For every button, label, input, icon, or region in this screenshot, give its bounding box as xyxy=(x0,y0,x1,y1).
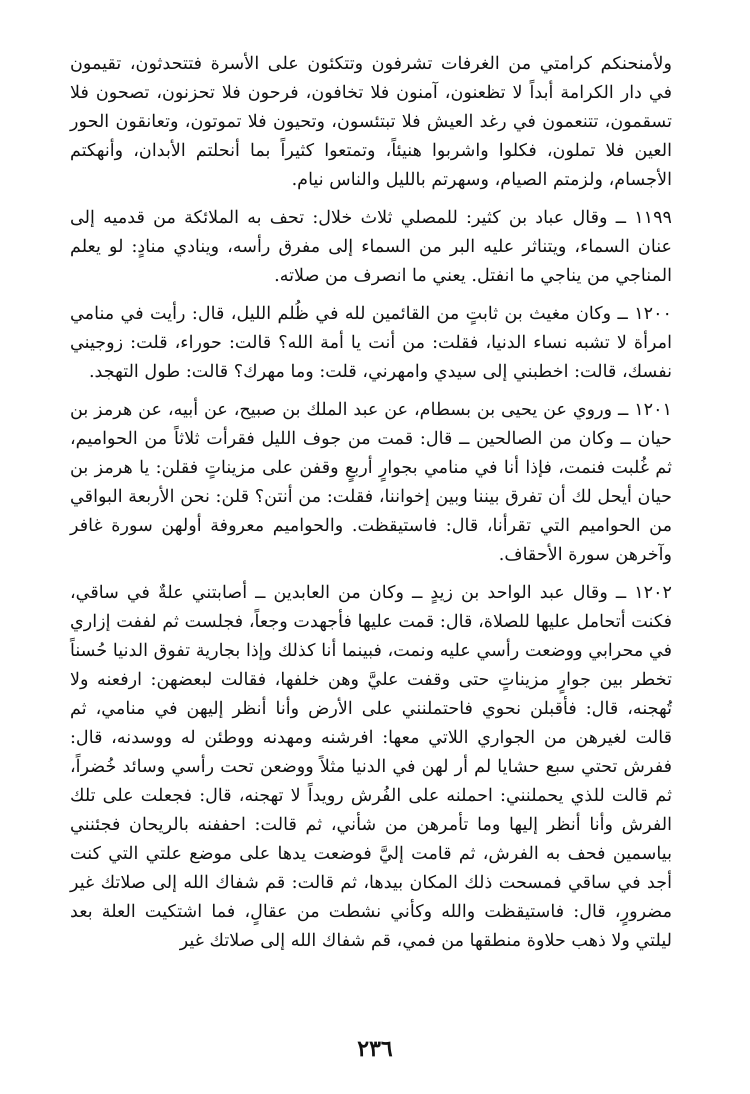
paragraph-continuation: ولأمنحنكم كرامتي من الغرفات تشرفون وتتكئون على الأسرة فتتحدثون، تقيمون في دار الكرامة أبداً لا تظعنون، آمنون فلا تخافون، فرحون فلا تحزنون، تصحون فلا تسقمون، تتنعمون في رغد العيش فلا تبتئسون، وتحيون فلا تموتون، وتعانقون الحور العين فلا تملون، فكلوا واشربوا هنيئاً، وتمتعوا كثيراً بما أنحلتم الأبدان، وأنهكتم الأجسام، ولزمتم الصيام، وسهرتم بالليل والناس نيام. xyxy=(70,54,672,190)
paragraph-1202: ١٢٠٢ ــ وقال عبد الواحد بن زيدٍ ــ وكان من العابدين ــ أصابتني علةٌ في ساقي، فكنت أتحامل عليها للصلاة، قال: قمت عليها فأجهدت وجعاً، فجلست ثم لففت إزاري في محرابي ووضعت رأسي عليه ونمت، فبينما أنا كذلك وإذا بجارية تفوق الدنيا حُسناً تخطر بين جوارٍ مزيناتٍ حتى وقفت عليَّ وهن خلفها، فقالت لبعضهن: ارفعنه ولا تُهجنه، قال: فأقبلن نحوي فاحتملنني على الأرض وأنا أنظر إليهن في منامي، ثم قالت لغيرهن من الجواري اللاتي معها: افرشنه ومهدنه ووطئن له ووسدنه، قال: ففرش تحتي سبع حشايا لم أر لهن في الدنيا مثلاً ووضعن تحت رأسي وسائد خُضراً، ثم قالت للذي يحملنني: احملنه على الفُرش رويداً لا تهجنه، قال: فجعلت على تلك الفرش وأنا أنظر إليها وما تأمرهن من شأني، ثم قالت: احففنه بالريحان فجئنني بياسمين فحف به الفرش، ثم قامت إليَّ فوضعت يدها على موضع علتي التي كنت أجد في ساقي فمسحت ذلك المكان بيدها، ثم قالت: قم شفاك الله إلى صلاتك غير مضرورٍ، قال: فاستيقظت والله وكأني نشطت من عقالٍ، فما اشتكيت العلة بعد ليلتي ولا ذهب حلاوة منطقها من فمي، قم شفاك الله إلى صلاتك غير xyxy=(70,583,672,951)
page-number: ٢٣٦ xyxy=(357,1036,393,1062)
paragraph-1200: ١٢٠٠ ــ وكان مغيث بن ثابتٍ من القائمين لله في ظُلم الليل، قال: رأيت في منامي امرأة لا تشبه نساء الدنيا، فقلت: من أنت يا أمة الله؟ قالت: حوراء، قلت: زوجيني نفسك، قالت: اخطبني إلى سيدي وامهرني، قلت: وما مهرك؟ قالت: طول التهجد. xyxy=(70,304,672,382)
paragraph-1199: ١١٩٩ ــ وقال عباد بن كثير: للمصلي ثلاث خلال: تحف به الملائكة من قدميه إلى عنان السماء، ويتناثر عليه البر من السماء إلى مفرق رأسه، وينادي منادٍ: لو يعلم المناجي من يناجي ما انفتل. يعني ما انصرف من صلاته. xyxy=(70,208,672,286)
paragraph-1201: ١٢٠١ ــ وروي عن يحيى بن بسطام، عن عبد الملك بن صبيح، عن أبيه، عن هرمز بن حيان ــ وكان من الصالحين ــ قال: قمت من جوف الليل فقرأت ثلاثاً من الحواميم، ثم غُلبت فنمت، فإذا أنا في منامي بجوارٍ أربعٍ وقفن على مزيناتٍ فقلن: يا هرمز بن حيان أيحل لك أن تفرق بيننا وبين إخواننا، فقلت: من أنتن؟ قلن: نحن الأربعة البواقي من الحواميم التي تقرأنا، قال: فاستيقظت. والحواميم معروفة أولهن سورة غافر وآخرهن سورة الأحقاف. xyxy=(70,400,672,565)
